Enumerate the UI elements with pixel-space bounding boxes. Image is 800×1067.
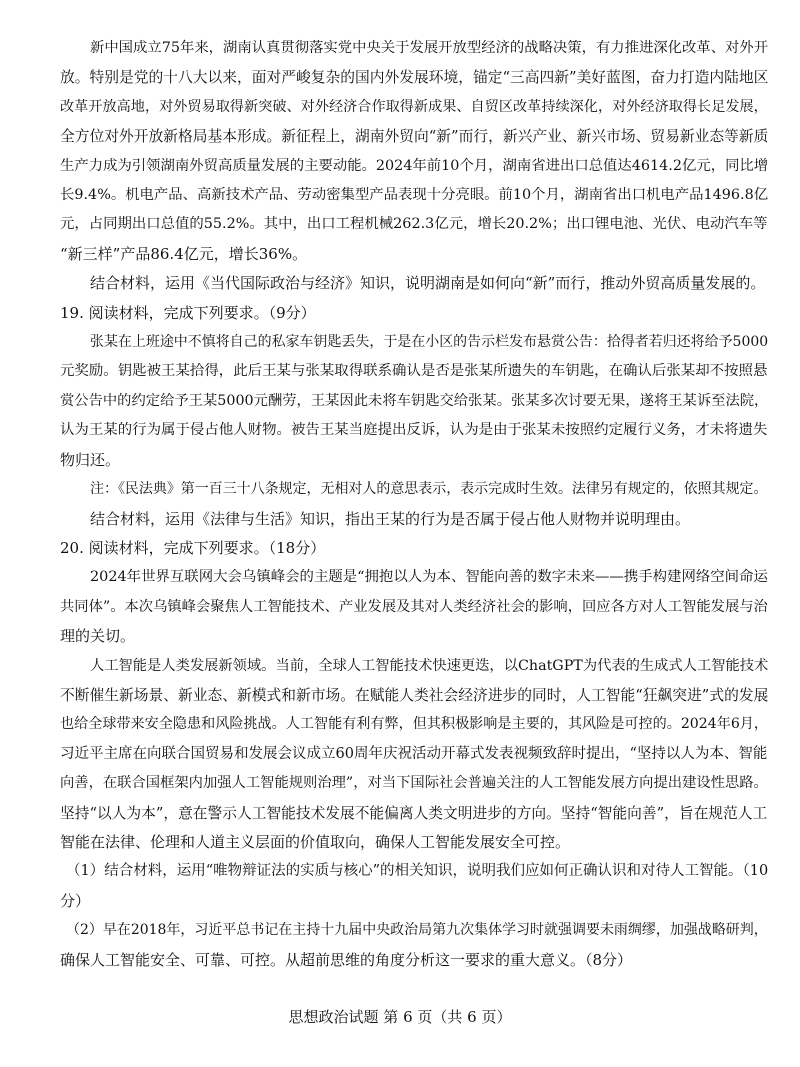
sub-question-2-cont: 确保人工智能安全、可靠、可控。从超前思维的角度分析这一要求的重大意义。（8分） (60, 950, 633, 969)
legal-note: 注：《民法典》第一百三十八条规定，无相对人的意思表示，表示完成时生效。法律另有规定的，依照其规定。 (90, 481, 768, 498)
text-line: 理的关切。 (60, 627, 136, 646)
text-line: 生产力成为引领湖南外贸高质量发展的主要动能。2024年前10个月，湖南省进出口总值达4614.2亿元，同比增 (60, 157, 769, 174)
text-line: 共同体”。本次乌镇峰会聚焦人工智能技术、产业发展及其对人类经济社会的影响，回应各方对人工智能发展与治 (60, 598, 768, 615)
text-line: 新中国成立75年来，湖南认真贯彻落实党中央关于发展开放型经济的战略决策，有力推进深化改革、对外开 (90, 40, 769, 56)
text-line: 放。特别是党的十八大以来，面对严峻复杂的国内外发展环境，锚定“三高四新”美好蓝图，奋力打造内陆地区 (60, 69, 769, 87)
question-prompt: 结合材料，运用《当代国际政治与经济》知识，说明湖南是如何向“新”而行，推动外贸高质量发展的。 (90, 274, 766, 293)
intro-material (60, 34, 772, 299)
sub-question-1: （1）结合材料，运用“唯物辩证法的实质与核心”的相关知识，说明我们应如何正确认识和对待人工智能。（10 (66, 863, 769, 880)
text-line: 也给全球带来安全隐患和风险挑战。人工智能有利有弊，但其积极影响是主要的，其风险是可控的。2024年6月， (60, 716, 769, 733)
text-line: “新三样”产品86.4亿元，增长36%。 (60, 244, 308, 263)
text-line: 赏公告中的约定给予王某5000元酬劳，王某因此未将车钥匙交给张某。张某多次讨要无果，遂将王某诉至法院， (60, 392, 769, 409)
sub-question-2: （2）早在2018年，习近平总书记在主持十九届中央政治局第九次集体学习时就强调要未雨绸缪，加强战略研判， (66, 922, 768, 939)
text-line: 坚持“以人为本”，意在警示人工智能技术发展不能偏离人类文明进步的方向。坚持“智能向善”，旨在规范人工 (60, 804, 768, 822)
question-20 (60, 534, 772, 975)
text-line: 改革开放高地，对外贸易取得新突破、对外经济合作取得新成果、自贸区改革持续深化，对外经济取得长足发展， (60, 98, 768, 115)
question-19 (60, 299, 772, 534)
text-line: 不断催生新场景、新业态、新模式和新市场。在赋能人类社会经济进步的同时，人工智能“狂飙突进”式的发展 (60, 686, 769, 704)
text-line: 认为王某的行为属于侵占他人财物。被告王某当庭提出反诉，认为是由于张某未按照约定履行义务，才未将遗失 (60, 422, 768, 439)
text-line: 2024年世界互联网大会乌镇峰会的主题是“拥抱以人为本、智能向善的数字未来——携手构建网络空间命运 (90, 569, 768, 586)
text-line: 物归还。 (60, 450, 121, 469)
question-heading: 19. 阅读材料，完成下列要求。（9分） (60, 303, 316, 322)
text-line: 人工智能是人类发展新领域。当前，全球人工智能技术快速更迭，以ChatGPT为代表的生成式人工智能技术 (90, 657, 769, 674)
exam-page (60, 34, 772, 975)
sub-question-1-cont: 分） (60, 891, 91, 910)
text-line: 长9.4%。机电产品、高新技术产品、劳动密集型产品表现十分亮眼。前10个月，湖南省出口机电产品1496.8亿 (60, 187, 769, 204)
text-line: 习近平主席在向联合国贸易和发展会议成立60周年庆祝活动开幕式发表视频致辞时提出，“坚持以人为本、智能 (60, 745, 768, 762)
text-line: 智能在法律、伦理和人道主义层面的价值取向，确保人工智能发展安全可控。 (60, 832, 571, 851)
text-line: 元奖励。钥匙被王某拾得，此后王某与张某取得联系确认是否是张某所遗失的车钥匙，在确认后张某却不按照悬 (60, 363, 768, 380)
text-line: 向善，在联合国框架内加强人工智能规则治理”，对当下国际社会普遍关注的人工智能发展方向提出建设性思路。 (60, 775, 768, 792)
text-line: 全方位对外开放新格局基本形成。新征程上，湖南外贸向“新”而行，新兴产业、新兴市场、贸易新业态等新质 (60, 128, 769, 146)
text-line: 元，占同期出口总值的55.2%。其中，出口工程机械262.3亿元，增长20.2%；出口锂电池、光伏、电动汽车等 (60, 216, 768, 233)
page-footer: 思想政治试题 第 6 页（共 6 页） (288, 1008, 512, 1026)
question-heading: 20. 阅读材料，完成下列要求。（18分） (60, 538, 326, 557)
text-line: 张某在上班途中不慎将自己的私家车钥匙丢失，于是在小区的告示栏发布悬赏公告：拾得者若归还将给予5000 (90, 334, 769, 351)
question-prompt: 结合材料，运用《法律与生活》知识，指出王某的行为是否属于侵占他人财物并说明理由。 (90, 509, 691, 528)
